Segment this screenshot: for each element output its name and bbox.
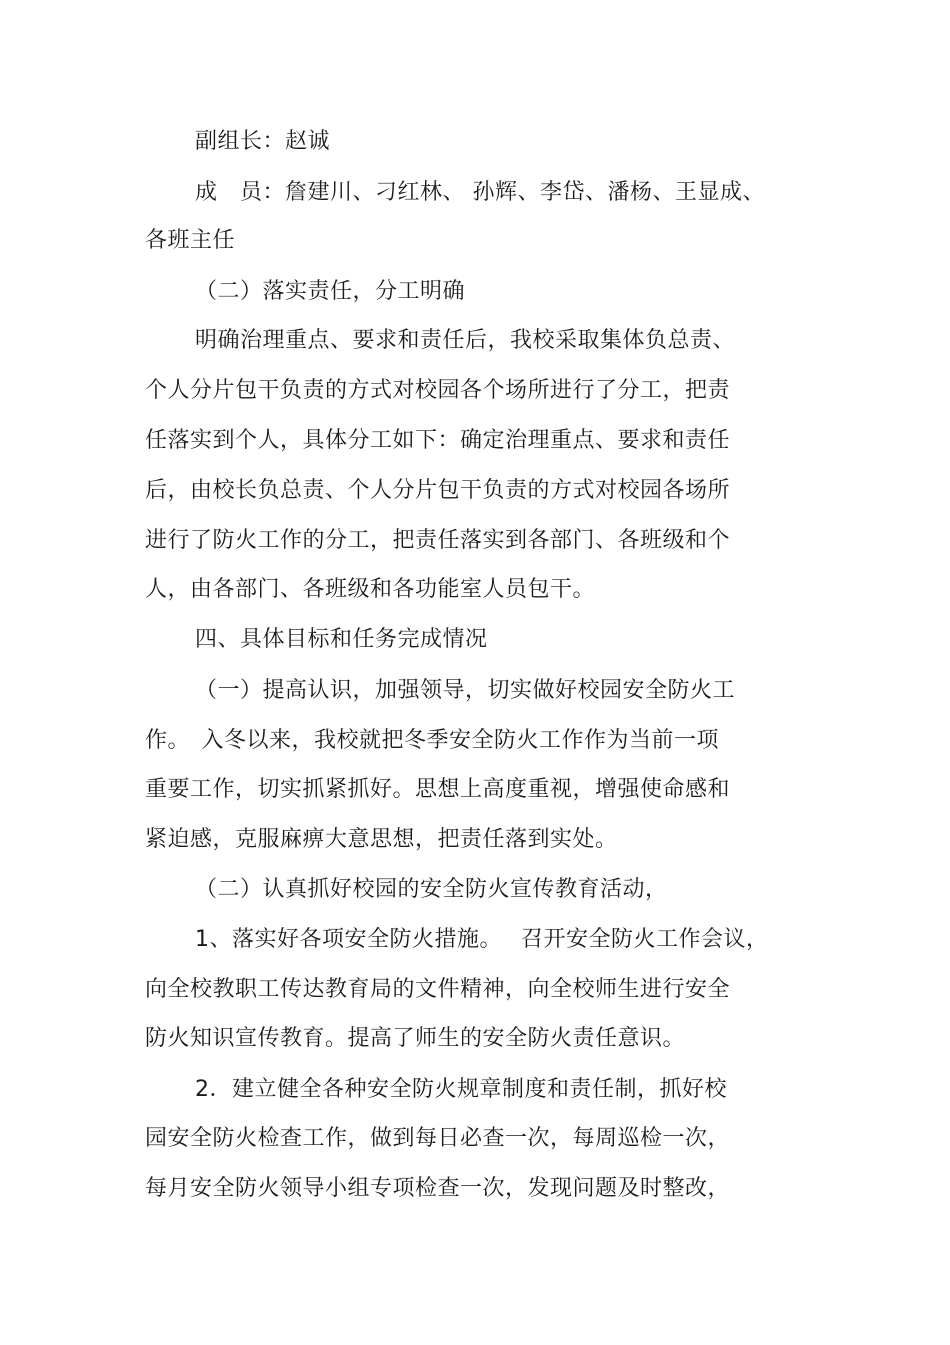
text-line: 个人分片包干负责的方式对校园各个场所进行了分工，把责 — [145, 378, 731, 403]
text-line: 向全校教职工传达教育局的文件精神，向全校师生进行安全 — [145, 977, 731, 1002]
text-line: 后，由校长负总责、个人分片包干负责的方式对校园各场所 — [145, 478, 731, 503]
text-line: 园安全防火检查工作，做到每日必查一次，每周巡检一次， — [145, 1126, 731, 1151]
text-line: 防火知识宣传教育。提高了师生的安全防火责任意识。 — [145, 1026, 686, 1051]
text-line: 成 员：詹建川、刁红林、 孙辉、李岱、潘杨、王显成、 — [195, 180, 765, 205]
text-line: 各班主任 — [145, 228, 236, 253]
text-line: 作。 入冬以来，我校就把冬季安全防火工作作为当前一项 — [145, 728, 720, 753]
section-heading: 四、具体目标和任务完成情况 — [195, 627, 488, 652]
text-line: 明确治理重点、要求和责任后，我校采取集体负总责、 — [195, 328, 736, 353]
section-heading: （二）认真抓好校园的安全防火宣传教育活动， — [195, 877, 668, 902]
section-heading: （二）落实责任，分工明确 — [195, 279, 466, 304]
text-line: 紧迫感，克服麻痹大意思想，把责任落到实处。 — [145, 827, 618, 852]
text-line: 每月安全防火领导小组专项检查一次，发现问题及时整改， — [145, 1176, 731, 1201]
text-line: 2．建立健全各种安全防火规章制度和责任制，抓好校 — [195, 1077, 727, 1102]
text-line: 副组长：赵诚 — [195, 129, 331, 154]
text-line: 人，由各部门、各班级和各功能室人员包干。 — [145, 577, 596, 602]
section-heading: （一）提高认识，加强领导，切实做好校园安全防火工 — [195, 678, 736, 703]
text-line: 进行了防火工作的分工，把责任落实到各部门、各班级和个 — [145, 528, 731, 553]
text-line: 重要工作，切实抓紧抓好。思想上高度重视，增强使命感和 — [145, 777, 731, 802]
text-line: 任落实到个人，具体分工如下：确定治理重点、要求和责任 — [145, 428, 731, 453]
text-line: 1、落实好各项安全防火措施。 召开安全防火工作会议， — [195, 927, 769, 952]
